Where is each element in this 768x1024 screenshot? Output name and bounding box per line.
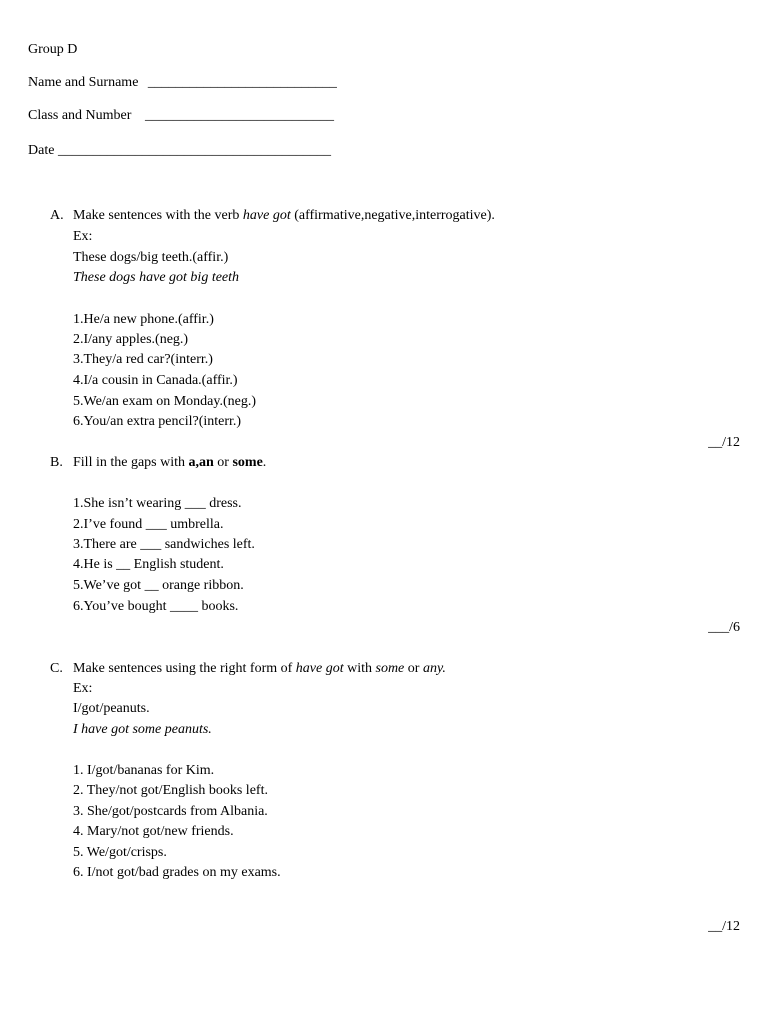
section-a-score: __/12 — [708, 435, 740, 450]
date-field — [28, 141, 331, 161]
list-item: 5. We/got/crisps. — [73, 845, 167, 860]
section-c-instruction — [73, 659, 446, 679]
instruction-bold: a,an — [188, 455, 214, 470]
instruction-text: or — [404, 661, 423, 676]
section-c-example-prompt: I/got/peanuts. — [73, 701, 150, 716]
instruction-text: . — [262, 455, 267, 470]
list-item: 6.You’ve bought ____ books. — [73, 599, 239, 614]
list-item: 2. They/not got/English books left. — [73, 783, 268, 798]
date-label: Date — [28, 143, 55, 158]
section-c-score: __/12 — [708, 919, 740, 934]
list-item: 2.I’ve found ___ umbrella. — [73, 517, 224, 532]
name-blank[interactable]: ___________________________ — [147, 75, 337, 90]
list-item: 3. She/got/postcards from Albania. — [73, 804, 268, 819]
list-item: 4.I/a cousin in Canada.(affir.) — [73, 373, 238, 388]
section-b-score: ___/6 — [708, 620, 740, 635]
section-b-letter: B. — [50, 455, 63, 470]
name-field — [28, 73, 337, 93]
instruction-emphasis: have got — [295, 661, 344, 676]
section-b-instruction — [73, 453, 266, 473]
list-item: 4.He is __ English student. — [73, 557, 224, 572]
class-field — [28, 106, 334, 126]
section-c-example-answer: I have got some peanuts. — [73, 722, 212, 737]
list-item: 5.We’ve got __ orange ribbon. — [73, 578, 244, 593]
list-item: 1. I/got/bananas for Kim. — [73, 763, 215, 778]
section-a-example-answer: These dogs have got big teeth — [73, 270, 240, 285]
group-label: Group D — [28, 42, 78, 57]
list-item: 1.She isn’t wearing ___ dress. — [73, 496, 242, 511]
section-a-letter: A. — [50, 208, 64, 223]
list-item: 3.They/a red car?(interr.) — [73, 352, 213, 367]
list-item: 5.We/an exam on Monday.(neg.) — [73, 394, 257, 409]
instruction-text: Make sentences with the verb — [73, 208, 243, 223]
list-item: 6.You/an extra pencil?(interr.) — [73, 414, 242, 429]
section-c-example-label: Ex: — [73, 681, 93, 696]
date-blank[interactable]: _______________________________________ — [57, 143, 331, 158]
section-a-example-prompt: These dogs/big teeth.(affir.) — [73, 250, 229, 265]
list-item: 4. Mary/not got/new friends. — [73, 824, 234, 839]
instruction-emphasis: have got — [242, 208, 291, 223]
section-a-instruction — [73, 206, 495, 226]
instruction-emphasis: any. — [422, 661, 446, 676]
instruction-emphasis: some — [375, 661, 405, 676]
instruction-text: or — [213, 455, 233, 470]
class-blank[interactable]: ___________________________ — [144, 108, 334, 123]
section-c-letter: C. — [50, 661, 63, 676]
section-a-example-label: Ex: — [73, 229, 93, 244]
instruction-text: with — [343, 661, 376, 676]
instruction-bold: some — [232, 455, 263, 470]
instruction-text: (affirmative,negative,interrogative). — [290, 208, 495, 223]
name-label: Name and Surname — [28, 75, 139, 90]
instruction-text: Fill in the gaps with — [73, 455, 189, 470]
class-label: Class and Number — [28, 108, 132, 123]
list-item: 1.He/a new phone.(affir.) — [73, 312, 214, 327]
list-item: 2.I/any apples.(neg.) — [73, 332, 189, 347]
list-item: 3.There are ___ sandwiches left. — [73, 537, 255, 552]
list-item: 6. I/not got/bad grades on my exams. — [73, 865, 281, 880]
instruction-text: Make sentences using the right form of — [73, 661, 296, 676]
